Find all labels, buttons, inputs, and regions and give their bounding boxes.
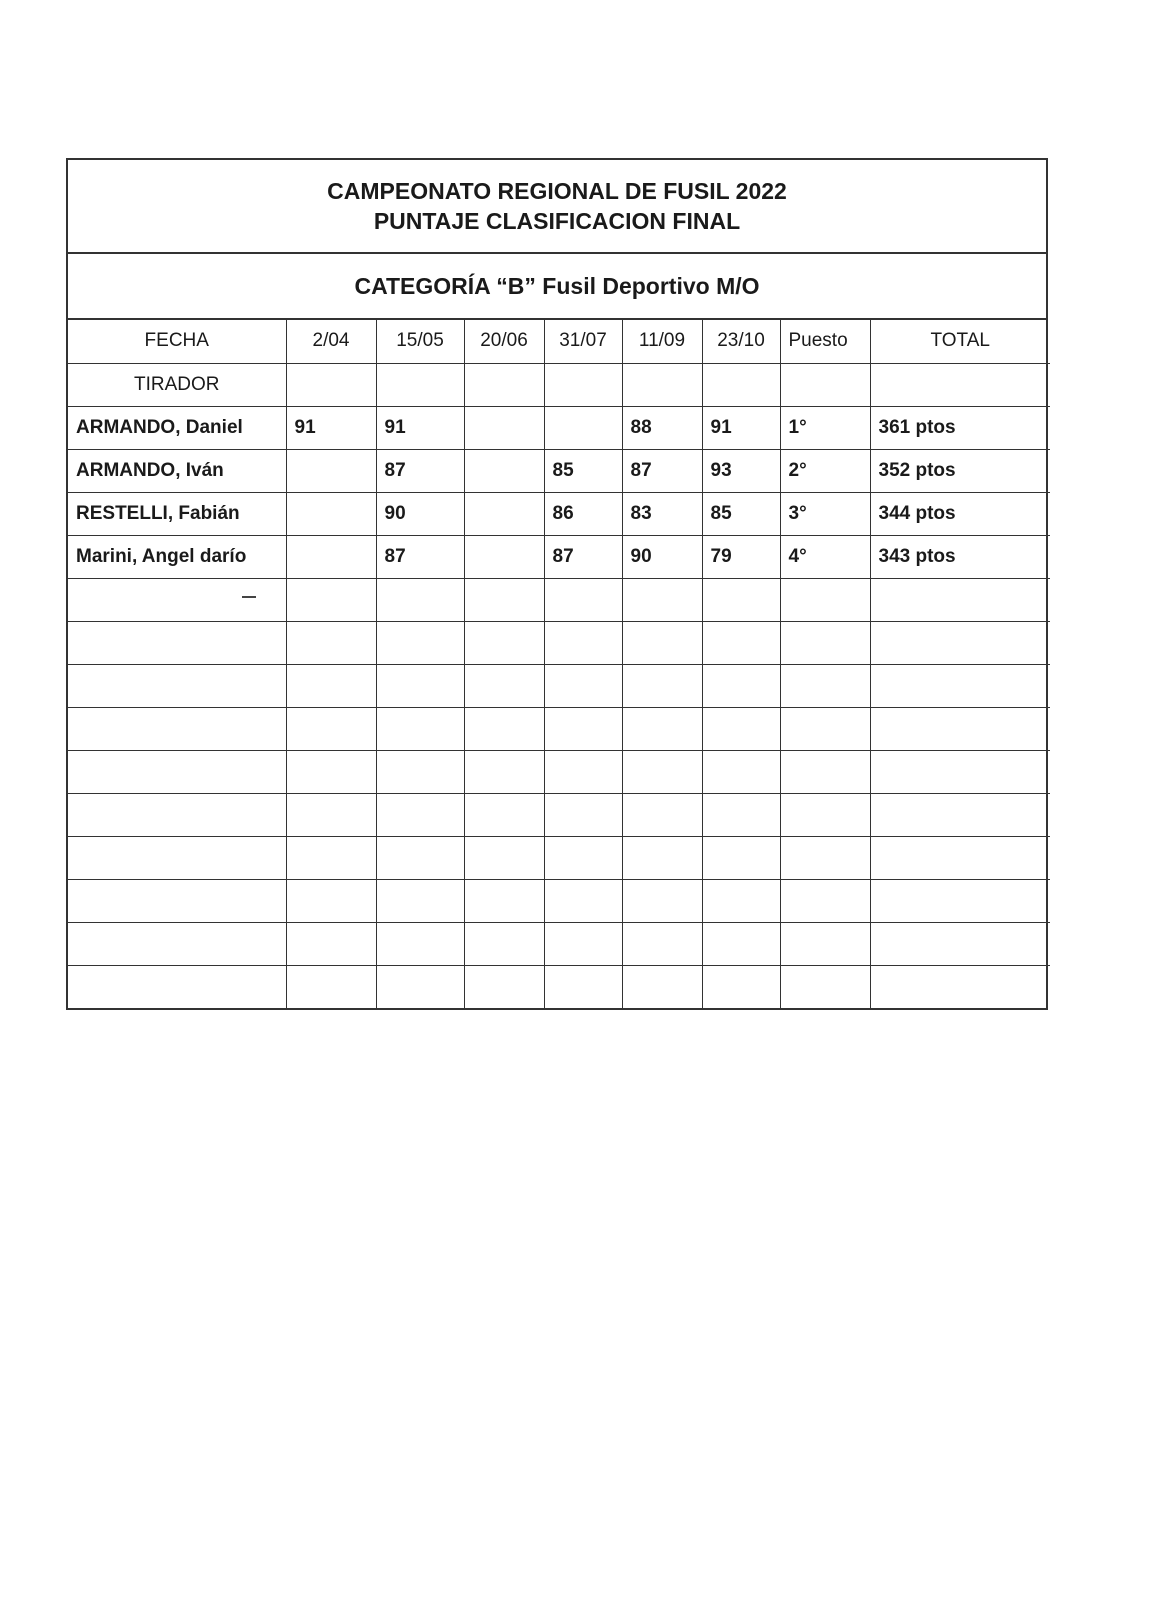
empty-row xyxy=(68,793,1050,836)
score-cell: 91 xyxy=(286,406,376,449)
score-cell: 86 xyxy=(544,492,622,535)
empty-row xyxy=(68,922,1050,965)
total-cell: 343 ptos xyxy=(870,535,1050,578)
total-header: TOTAL xyxy=(870,320,1050,363)
shooter-name: RESTELLI, Fabián xyxy=(68,492,286,535)
date-header: 11/09 xyxy=(622,320,702,363)
empty-row xyxy=(68,621,1050,664)
category-block xyxy=(68,254,1046,320)
score-cell: 93 xyxy=(702,449,780,492)
title-block xyxy=(68,160,1046,254)
shooter-name: ARMANDO, Daniel xyxy=(68,406,286,449)
score-cell: 91 xyxy=(376,406,464,449)
score-cell xyxy=(464,535,544,578)
score-cell: 87 xyxy=(376,449,464,492)
empty-row xyxy=(68,664,1050,707)
score-cell: 90 xyxy=(376,492,464,535)
date-header: 20/06 xyxy=(464,320,544,363)
score-cell xyxy=(464,406,544,449)
score-cell: 90 xyxy=(622,535,702,578)
empty-row xyxy=(68,879,1050,922)
puesto-header: Puesto xyxy=(780,320,870,363)
puesto-cell: 2° xyxy=(780,449,870,492)
tirador-label-row xyxy=(68,363,1050,406)
results-sheet xyxy=(66,158,1048,1010)
score-cell xyxy=(286,449,376,492)
empty-row xyxy=(68,578,1050,621)
championship-title: CAMPEONATO REGIONAL DE FUSIL 2022 xyxy=(327,178,787,204)
score-cell: 85 xyxy=(544,449,622,492)
total-cell: 352 ptos xyxy=(870,449,1050,492)
fecha-header: FECHA xyxy=(68,320,286,363)
shooter-name: Marini, Angel darío xyxy=(68,535,286,578)
empty-row xyxy=(68,965,1050,1008)
empty-row xyxy=(68,707,1050,750)
total-cell: 344 ptos xyxy=(870,492,1050,535)
score-cell: 88 xyxy=(622,406,702,449)
score-cell: 79 xyxy=(702,535,780,578)
table-row xyxy=(68,492,1050,535)
date-header: 31/07 xyxy=(544,320,622,363)
score-cell: 91 xyxy=(702,406,780,449)
score-cell xyxy=(464,449,544,492)
date-header: 2/04 xyxy=(286,320,376,363)
score-cell: 87 xyxy=(376,535,464,578)
table-row xyxy=(68,535,1050,578)
table-row xyxy=(68,449,1050,492)
empty-row xyxy=(68,750,1050,793)
score-cell: 85 xyxy=(702,492,780,535)
date-header: 23/10 xyxy=(702,320,780,363)
category-title: CATEGORÍA “B” Fusil Deportivo M/O xyxy=(354,272,760,299)
score-cell: 83 xyxy=(622,492,702,535)
puesto-cell: 4° xyxy=(780,535,870,578)
score-cell: 87 xyxy=(622,449,702,492)
total-cell: 361 ptos xyxy=(870,406,1050,449)
date-header: 15/05 xyxy=(376,320,464,363)
puesto-cell: 1° xyxy=(780,406,870,449)
score-cell xyxy=(286,535,376,578)
scores-table xyxy=(68,320,1050,1008)
shooter-name: ARMANDO, Iván xyxy=(68,449,286,492)
tirador-header: TIRADOR xyxy=(68,363,286,406)
score-cell xyxy=(286,492,376,535)
score-cell xyxy=(544,406,622,449)
header-row xyxy=(68,320,1050,363)
score-subtitle: PUNTAJE CLASIFICACION FINAL xyxy=(373,208,741,234)
score-cell xyxy=(464,492,544,535)
puesto-cell: 3° xyxy=(780,492,870,535)
empty-row xyxy=(68,836,1050,879)
table-row xyxy=(68,406,1050,449)
score-cell: 87 xyxy=(544,535,622,578)
stray-pen-mark xyxy=(242,596,256,598)
